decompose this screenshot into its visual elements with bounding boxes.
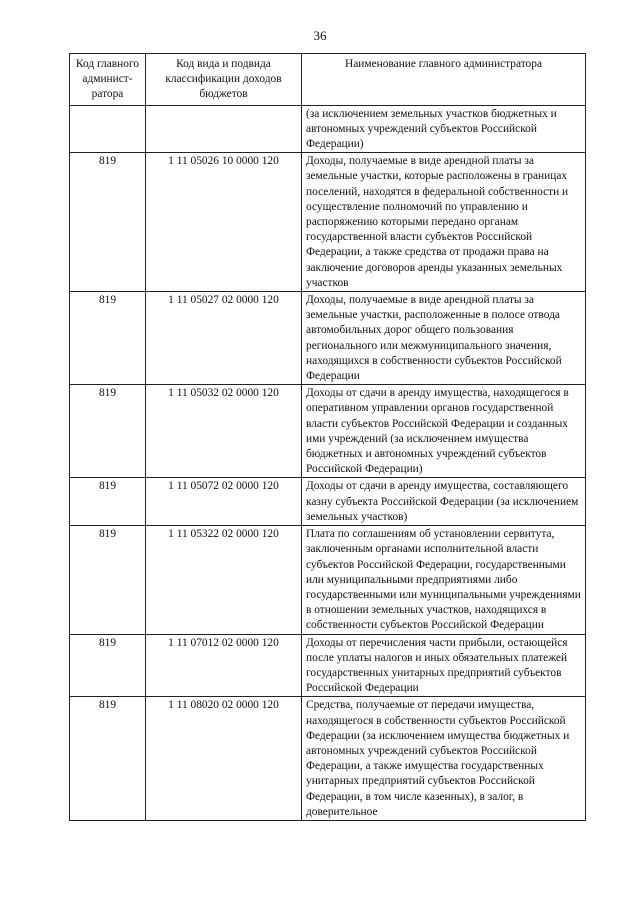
table-row xyxy=(70,697,586,821)
admin-name-cell: Доходы от сдачи в аренду имущества, находящегося в оперативном управлении органов государственной власти субъектов Российской Федерации и созданных ими учреждений (за исключением имущества бюджетных и автономных учреждений субъектов Российской Федерации) xyxy=(302,385,586,478)
table-row xyxy=(70,385,586,478)
admin-code-cell: 819 xyxy=(70,526,146,634)
income-code-cell: 1 11 07012 02 0000 120 xyxy=(146,634,302,697)
table-row xyxy=(70,153,586,292)
admin-name-cell: Средства, получаемые от передачи имущества, находящегося в собственности субъектов Российской Федерации (за исключением имущества бюджетных и автономных учреждений субъектов Российской Федерации, а также имущества государственных унитарных предприятий субъектов Российской Федерации, в том числе казенных), в залог, в доверительное xyxy=(302,697,586,821)
income-code-cell: 1 11 05027 02 0000 120 xyxy=(146,292,302,385)
admin-code-cell: 819 xyxy=(70,153,146,292)
admin-name-cell: (за исключением земельных участков бюджетных и автономных учреждений субъектов Российской Федерации) xyxy=(302,105,586,153)
admin-code-cell: 819 xyxy=(70,697,146,821)
admin-name-cell: Доходы от перечисления части прибыли, остающейся после уплаты налогов и иных обязательных платежей государственных унитарных предприятий субъектов Российской Федерации xyxy=(302,634,586,697)
table-row xyxy=(70,105,586,153)
table-row xyxy=(70,292,586,385)
administrators-table xyxy=(69,53,586,821)
admin-code-cell: 819 xyxy=(70,385,146,478)
table-row xyxy=(70,634,586,697)
admin-code-cell xyxy=(70,105,146,153)
income-code-cell: 1 11 05032 02 0000 120 xyxy=(146,385,302,478)
income-code-cell: 1 11 08020 02 0000 120 xyxy=(146,697,302,821)
admin-name-cell: Доходы, получаемые в виде арендной платы за земельные участки, расположенные в полосе отвода автомобильных дорог общего пользования регионального или межмуниципального значения, находящихся в собственности субъектов Российской Федерации xyxy=(302,292,586,385)
admin-name-cell: Доходы, получаемые в виде арендной платы за земельные участки, которые расположены в границах поселений, находятся в федеральной собственности и осуществление полномочий по управлению и распоряжению которыми передано органам государственной власти субъектов Российской Федерации, а также средства от продажи права на заключение договоров аренды указанных земельных участков xyxy=(302,153,586,292)
admin-name-cell: Доходы от сдачи в аренду имущества, составляющего казну субъекта Российской Федерации (за исключением земельных участков) xyxy=(302,478,586,526)
header-income-code: Код вида и подвида классификации доходов бюджетов xyxy=(146,54,302,106)
table-header-row xyxy=(70,54,586,106)
admin-code-cell: 819 xyxy=(70,292,146,385)
admin-code-cell: 819 xyxy=(70,634,146,697)
income-code-cell xyxy=(146,105,302,153)
header-admin-code: Код главного админист-ратора xyxy=(70,54,146,106)
admin-code-cell: 819 xyxy=(70,478,146,526)
table-row xyxy=(70,526,586,634)
income-code-cell: 1 11 05322 02 0000 120 xyxy=(146,526,302,634)
page-number: 36 xyxy=(313,28,327,43)
income-code-cell: 1 11 05072 02 0000 120 xyxy=(146,478,302,526)
income-code-cell: 1 11 05026 10 0000 120 xyxy=(146,153,302,292)
admin-name-cell: Плата по соглашениям об установлении сервитута, заключенным органами исполнительной власти субъектов Российской Федерации, государственными или муниципальными предприятиями либо государственными или муниципальными учреждениями в отношении земельных участков, находящихся в собственности субъектов Российской Федерации xyxy=(302,526,586,634)
table-row xyxy=(70,478,586,526)
header-admin-name: Наименование главного администратора xyxy=(302,54,586,106)
